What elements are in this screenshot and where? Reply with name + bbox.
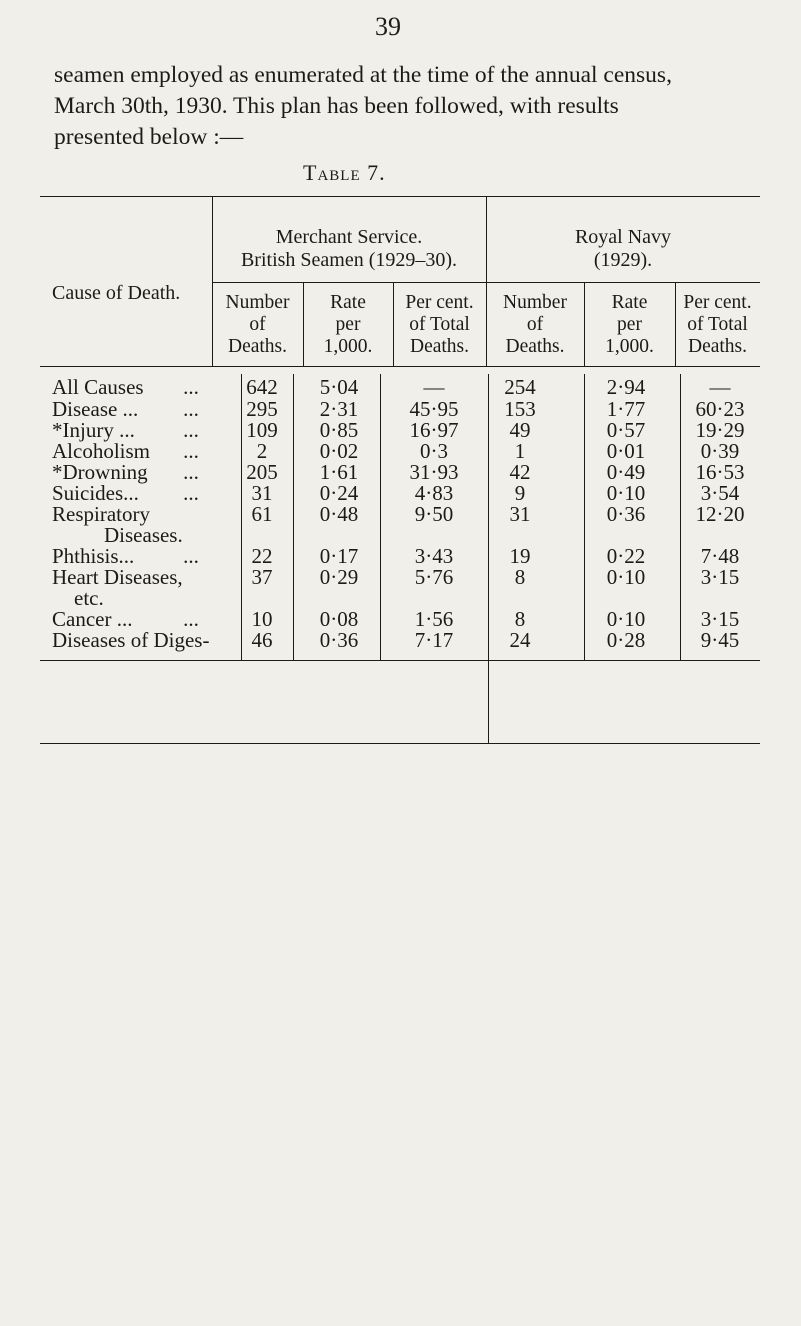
cause-cell: Diseases of Diges- xyxy=(52,628,210,652)
col-header-line: of xyxy=(526,314,544,335)
table-row xyxy=(0,462,801,482)
value-cell: 9 xyxy=(514,481,526,505)
col-header-line: Rate xyxy=(611,292,648,313)
value-cell: 9·45 xyxy=(700,628,740,652)
table-row xyxy=(0,441,801,461)
col-header-line: Deaths. xyxy=(505,336,565,357)
value-cell: 0·10 xyxy=(606,481,646,505)
col-header-line: Rate xyxy=(330,292,366,313)
dots-cell: ... xyxy=(183,607,199,631)
cause-cell: *Drowning xyxy=(52,460,148,484)
cause-cell: All Causes xyxy=(52,375,144,399)
col-header-line: 1,000. xyxy=(605,336,654,357)
cause-continuation: etc. xyxy=(74,586,104,610)
value-cell: 9·50 xyxy=(414,502,454,526)
body-bottom-rule xyxy=(40,660,760,661)
value-cell: 60·23 xyxy=(695,397,745,421)
value-cell: 31 xyxy=(251,481,273,505)
value-cell: 0·24 xyxy=(319,481,359,505)
value-cell: — xyxy=(709,375,731,399)
col-header-line: Deaths. xyxy=(687,336,748,357)
cause-cell: Respiratory xyxy=(52,502,150,526)
table-bottom-rule xyxy=(40,743,760,744)
value-cell: 8 xyxy=(514,565,526,589)
value-cell: 205 xyxy=(246,460,278,484)
value-cell: 7·17 xyxy=(414,628,454,652)
table-row xyxy=(0,546,801,566)
value-cell: 1·56 xyxy=(414,607,454,631)
dots-cell: ... xyxy=(183,418,199,442)
merchant-subtitle: British Seamen (1929–30). xyxy=(240,249,458,271)
value-cell: 2 xyxy=(256,439,268,463)
value-cell: 1·77 xyxy=(606,397,646,421)
table-row xyxy=(0,483,801,503)
table-row xyxy=(0,504,801,524)
table-top-rule xyxy=(40,196,760,197)
value-cell: 0·39 xyxy=(700,439,740,463)
cause-continuation: Diseases. xyxy=(104,523,183,547)
col-header xyxy=(303,292,393,358)
col-header-line: Deaths. xyxy=(227,336,288,357)
value-cell: 10 xyxy=(251,607,273,631)
cause-cell: Phthisis... xyxy=(52,544,135,568)
col-header xyxy=(584,292,675,358)
value-cell: 0·22 xyxy=(606,544,646,568)
value-cell: 109 xyxy=(246,418,278,442)
intro-line: March 30th, 1930. This plan has been followed, with results xyxy=(54,93,619,119)
value-cell: 45·95 xyxy=(409,397,459,421)
value-cell: 0·36 xyxy=(319,628,359,652)
value-cell: — xyxy=(423,375,445,399)
value-cell: 16·97 xyxy=(409,418,459,442)
col-header-line: 1,000. xyxy=(323,336,373,357)
value-cell: 0·3 xyxy=(420,439,448,463)
header-bottom-rule xyxy=(40,366,760,367)
col-rule xyxy=(488,660,489,743)
col-header-line: of xyxy=(249,314,266,335)
col-header xyxy=(393,292,486,358)
col-header-line: Number xyxy=(503,292,567,313)
col-header-line: Number xyxy=(225,292,290,313)
value-cell: 642 xyxy=(246,375,278,399)
col-header xyxy=(486,292,584,358)
value-cell: 1·61 xyxy=(319,460,359,484)
table-row xyxy=(0,377,801,397)
col-header-line: Deaths. xyxy=(409,336,470,357)
value-cell: 61 xyxy=(251,502,273,526)
value-cell: 0·02 xyxy=(319,439,359,463)
value-cell: 2·31 xyxy=(319,397,359,421)
dots-cell: ... xyxy=(183,481,199,505)
value-cell: 153 xyxy=(504,397,536,421)
value-cell: 3·15 xyxy=(700,565,740,589)
col-header xyxy=(675,292,760,358)
col-header xyxy=(212,292,303,358)
col-header-line: Per cent. xyxy=(683,292,752,313)
col-header-line: of Total xyxy=(687,314,748,335)
intro-line: seamen employed as enumerated at the time of the annual census, xyxy=(54,62,672,88)
value-cell: 0·49 xyxy=(606,460,646,484)
value-cell: 12·20 xyxy=(695,502,745,526)
value-cell: 0·85 xyxy=(319,418,359,442)
value-cell: 46 xyxy=(251,628,273,652)
value-cell: 0·48 xyxy=(319,502,359,526)
table-row xyxy=(0,399,801,419)
value-cell: 37 xyxy=(251,565,273,589)
value-cell: 19 xyxy=(509,544,531,568)
value-cell: 0·01 xyxy=(606,439,646,463)
col-header-line: of Total xyxy=(409,314,470,335)
cause-cell: Alcoholism xyxy=(52,439,150,463)
value-cell: 0·29 xyxy=(319,565,359,589)
merchant-group-header xyxy=(212,226,486,272)
value-cell: 254 xyxy=(504,375,536,399)
value-cell: 5·76 xyxy=(414,565,454,589)
value-cell: 31·93 xyxy=(409,460,459,484)
table-row xyxy=(0,609,801,629)
value-cell: 31 xyxy=(509,502,531,526)
col-header-line: Per cent. xyxy=(405,292,474,313)
value-cell: 0·10 xyxy=(606,607,646,631)
value-cell: 7·48 xyxy=(700,544,740,568)
table-row xyxy=(0,420,801,440)
table-row xyxy=(0,567,801,587)
intro-paragraph xyxy=(54,60,774,153)
value-cell: 22 xyxy=(251,544,273,568)
col-header-line: per xyxy=(335,314,361,335)
value-cell: 5·04 xyxy=(319,375,359,399)
navy-title: Royal Navy xyxy=(574,226,672,248)
cause-cell: Suicides... xyxy=(52,481,139,505)
value-cell: 0·57 xyxy=(606,418,646,442)
cause-cell: *Injury ... xyxy=(52,418,135,442)
value-cell: 0·08 xyxy=(319,607,359,631)
value-cell: 0·17 xyxy=(319,544,359,568)
dots-cell: ... xyxy=(183,544,199,568)
cause-header: Cause of Death. xyxy=(52,282,181,304)
value-cell: 295 xyxy=(246,397,278,421)
dots-cell: ... xyxy=(183,375,199,399)
intro-line: presented below :— xyxy=(54,124,244,150)
page-number: 39 xyxy=(375,12,401,41)
value-cell: 2·94 xyxy=(606,375,646,399)
value-cell: 1 xyxy=(514,439,526,463)
navy-subtitle: (1929). xyxy=(593,249,653,271)
value-cell: 3·15 xyxy=(700,607,740,631)
table-row xyxy=(0,630,801,650)
value-cell: 3·43 xyxy=(414,544,454,568)
value-cell: 24 xyxy=(509,628,531,652)
value-cell: 49 xyxy=(509,418,531,442)
navy-group-header xyxy=(486,226,760,272)
value-cell: 16·53 xyxy=(695,460,745,484)
value-cell: 0·28 xyxy=(606,628,646,652)
value-cell: 0·36 xyxy=(606,502,646,526)
dots-cell: ... xyxy=(183,460,199,484)
dots-cell: ... xyxy=(183,397,199,421)
value-cell: 0·10 xyxy=(606,565,646,589)
value-cell: 19·29 xyxy=(695,418,745,442)
cause-cell: Heart Diseases, xyxy=(52,565,183,589)
dots-cell: ... xyxy=(183,439,199,463)
value-cell: 4·83 xyxy=(414,481,454,505)
merchant-title: Merchant Service. xyxy=(275,226,423,248)
value-cell: 42 xyxy=(509,460,531,484)
cause-cell: Cancer ... xyxy=(52,607,133,631)
value-cell: 3·54 xyxy=(700,481,740,505)
table-caption: Table 7. xyxy=(303,160,386,185)
col-header-line: per xyxy=(617,314,642,335)
value-cell: 8 xyxy=(514,607,526,631)
cause-cell: Disease ... xyxy=(52,397,139,421)
